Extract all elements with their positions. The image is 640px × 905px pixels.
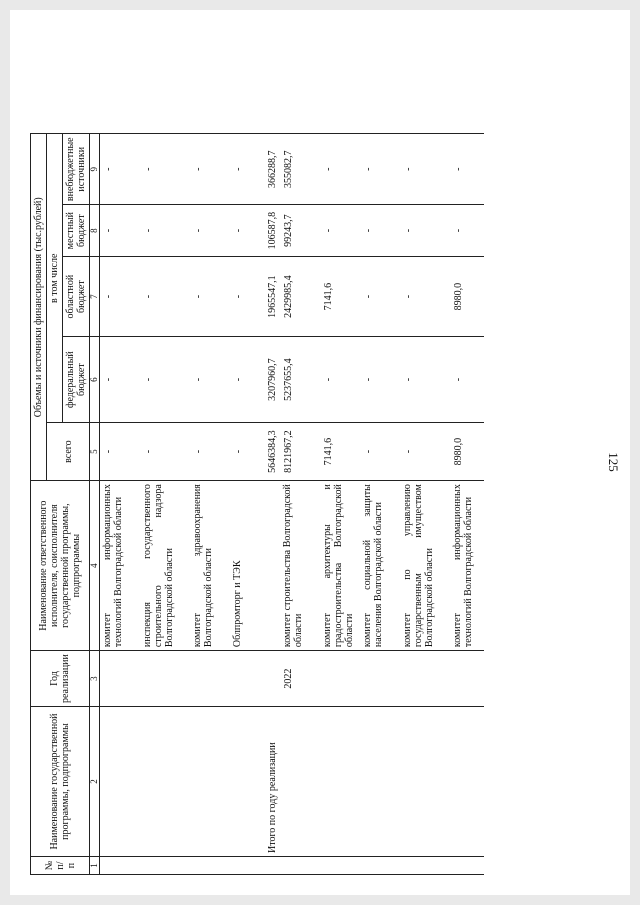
column-index: 8: [90, 205, 100, 257]
year-cell: 2022: [280, 651, 320, 707]
extra-cell: -: [400, 134, 450, 205]
local-cell: -: [360, 205, 400, 257]
col-local-header: местный бюджет: [63, 205, 90, 257]
column-index: 7: [90, 257, 100, 337]
federal-cell: -: [140, 337, 190, 423]
total-cell: -: [100, 423, 141, 481]
local-cell: -: [450, 205, 484, 257]
column-index: 4: [90, 481, 100, 651]
regional-cell: 8980,0: [450, 257, 484, 337]
total-cell: -: [400, 423, 450, 481]
column-index: 1: [90, 857, 100, 875]
regional-cell: 2429985,4: [280, 257, 320, 337]
federal-cell: 3207960,7: [262, 337, 280, 423]
regional-cell: -: [230, 257, 262, 337]
total-cell: 7141,6: [320, 423, 360, 481]
executor-cell: комитет архитектуры и градостроительства Волгоградской области: [320, 481, 360, 651]
executor-cell: комитет социальной защиты населения Волгоградской области: [360, 481, 400, 651]
executor-cell: комитет информационных технологий Волгоградской области: [450, 481, 484, 651]
table-row: [360, 134, 400, 875]
regional-cell: -: [140, 257, 190, 337]
federal-cell: -: [360, 337, 400, 423]
federal-cell: 5237655,4: [280, 337, 320, 423]
extra-cell: -: [360, 134, 400, 205]
column-index: 2: [90, 707, 100, 857]
regional-cell: 7141,6: [320, 257, 360, 337]
total-cell: -: [140, 423, 190, 481]
executor-cell: комитет информационных технологий Волгоградской области: [100, 481, 141, 651]
local-cell: -: [230, 205, 262, 257]
total-cell: -: [230, 423, 262, 481]
table-row: [140, 134, 190, 875]
column-index: 6: [90, 337, 100, 423]
local-cell: -: [320, 205, 360, 257]
extra-cell: 366288,7: [262, 134, 280, 205]
total-row: [262, 134, 280, 875]
local-cell: -: [190, 205, 230, 257]
col-number-header: № п/п: [31, 857, 90, 875]
executor-cell: комитет по управлению государственным имуществом Волгоградской области: [400, 481, 450, 651]
local-cell: 106587,8: [262, 205, 280, 257]
table-row: [280, 134, 320, 875]
extra-cell: 355082,7: [280, 134, 320, 205]
table-row: [190, 134, 230, 875]
table-row: [450, 134, 484, 875]
total-label: Итого по году реализации: [262, 707, 280, 857]
local-cell: -: [400, 205, 450, 257]
federal-cell: -: [230, 337, 262, 423]
column-index: 3: [90, 651, 100, 707]
federal-cell: -: [100, 337, 141, 423]
federal-cell: -: [320, 337, 360, 423]
total-cell: 8121967,2: [280, 423, 320, 481]
local-cell: -: [100, 205, 141, 257]
total-cell: -: [360, 423, 400, 481]
funding-group-header: Объемы и источники финансирования (тыс.рублей): [31, 134, 47, 481]
executor-cell: комитет строительства Волгоградской области: [280, 481, 320, 651]
col-year-header: Год реализации: [31, 651, 90, 707]
table-row: [400, 134, 450, 875]
local-cell: -: [140, 205, 190, 257]
extra-cell: -: [100, 134, 141, 205]
page-number: 125: [605, 452, 621, 472]
including-header: в том числе: [47, 134, 63, 423]
regional-cell: -: [360, 257, 400, 337]
executor-cell: комитет здравоохранения Волгоградской области: [190, 481, 230, 651]
federal-cell: -: [400, 337, 450, 423]
extra-cell: -: [450, 134, 484, 205]
column-index: 5: [90, 423, 100, 481]
executor-cell: Облпромторг и ТЭК: [230, 481, 262, 651]
regional-cell: -: [190, 257, 230, 337]
col-total-header: всего: [47, 423, 90, 481]
regional-cell: 1965547,1: [262, 257, 280, 337]
extra-cell: -: [230, 134, 262, 205]
regional-cell: -: [100, 257, 141, 337]
column-index: 9: [90, 134, 100, 205]
col-executor-header: Наименование ответственного исполнителя, соисполнителя государственной программы, подпрограммы: [31, 481, 90, 651]
extra-cell: -: [320, 134, 360, 205]
extra-cell: -: [140, 134, 190, 205]
table-row: [320, 134, 360, 875]
total-cell: -: [190, 423, 230, 481]
extra-cell: -: [190, 134, 230, 205]
local-cell: 99243,7: [280, 205, 320, 257]
column-index-row: [90, 134, 100, 875]
regional-cell: -: [400, 257, 450, 337]
col-federal-header: федеральный бюджет: [63, 337, 90, 423]
col-regional-header: областной бюджет: [63, 257, 90, 337]
total-cell: 8980,0: [450, 423, 484, 481]
total-cell: 5646384,3: [262, 423, 280, 481]
financing-table: [30, 133, 484, 875]
federal-cell: -: [450, 337, 484, 423]
table-row: [230, 134, 262, 875]
col-extra-header: внебюджетные источники: [63, 134, 90, 205]
table-row: [100, 134, 141, 875]
col-program-header: Наименование государственной программы, подпрограммы: [31, 707, 90, 857]
executor-cell: инспекция государственного строительного надзора Волгоградской области: [140, 481, 190, 651]
federal-cell: -: [190, 337, 230, 423]
